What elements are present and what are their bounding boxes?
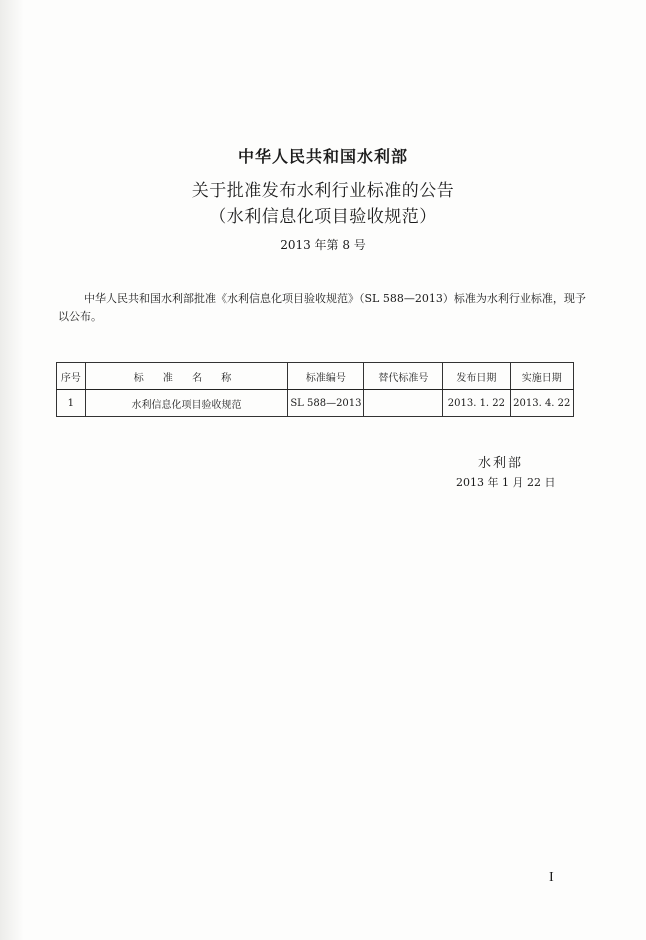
page-number: I bbox=[549, 870, 554, 885]
cell-standard-name: 水利信息化项目验收规范 bbox=[85, 390, 288, 417]
header-standard-code: 标准编号 bbox=[288, 363, 364, 390]
scan-edge-shadow bbox=[0, 0, 24, 940]
header-effective-date: 实施日期 bbox=[510, 363, 573, 390]
signature-organization: 水利部 bbox=[478, 456, 524, 471]
announcement-title: 关于批准发布水利行业标准的公告 bbox=[191, 181, 455, 201]
announcement-body: 中华人民共和国水利部批准《水利信息化项目验收规范》（SL 588—2013）标准为水利行业标准，现予以公布。 bbox=[58, 292, 586, 323]
cell-publish-date: 2013. 1. 22 bbox=[443, 390, 510, 417]
cell-effective-date: 2013. 4. 22 bbox=[510, 390, 573, 417]
table-header-row bbox=[57, 363, 574, 390]
header-publish-date: 发布日期 bbox=[443, 363, 510, 390]
notice-number: 2013 年第 8 号 bbox=[280, 238, 366, 252]
signature-date: 2013 年 1 月 22 日 bbox=[456, 476, 556, 489]
header-serial-number: 序号 bbox=[57, 363, 86, 390]
standards-table bbox=[56, 362, 574, 417]
cell-standard-code: SL 588—2013 bbox=[288, 390, 364, 417]
header-standard-name: 标 准 名 称 bbox=[85, 363, 288, 390]
issuing-organization: 中华人民共和国水利部 bbox=[237, 147, 408, 166]
cell-serial-number: 1 bbox=[57, 390, 86, 417]
header-replaced-standard: 替代标准号 bbox=[364, 363, 443, 390]
cell-replaced-standard bbox=[364, 390, 443, 417]
table-row bbox=[57, 390, 574, 417]
announcement-subtitle: （水利信息化项目验收规范） bbox=[209, 207, 437, 227]
